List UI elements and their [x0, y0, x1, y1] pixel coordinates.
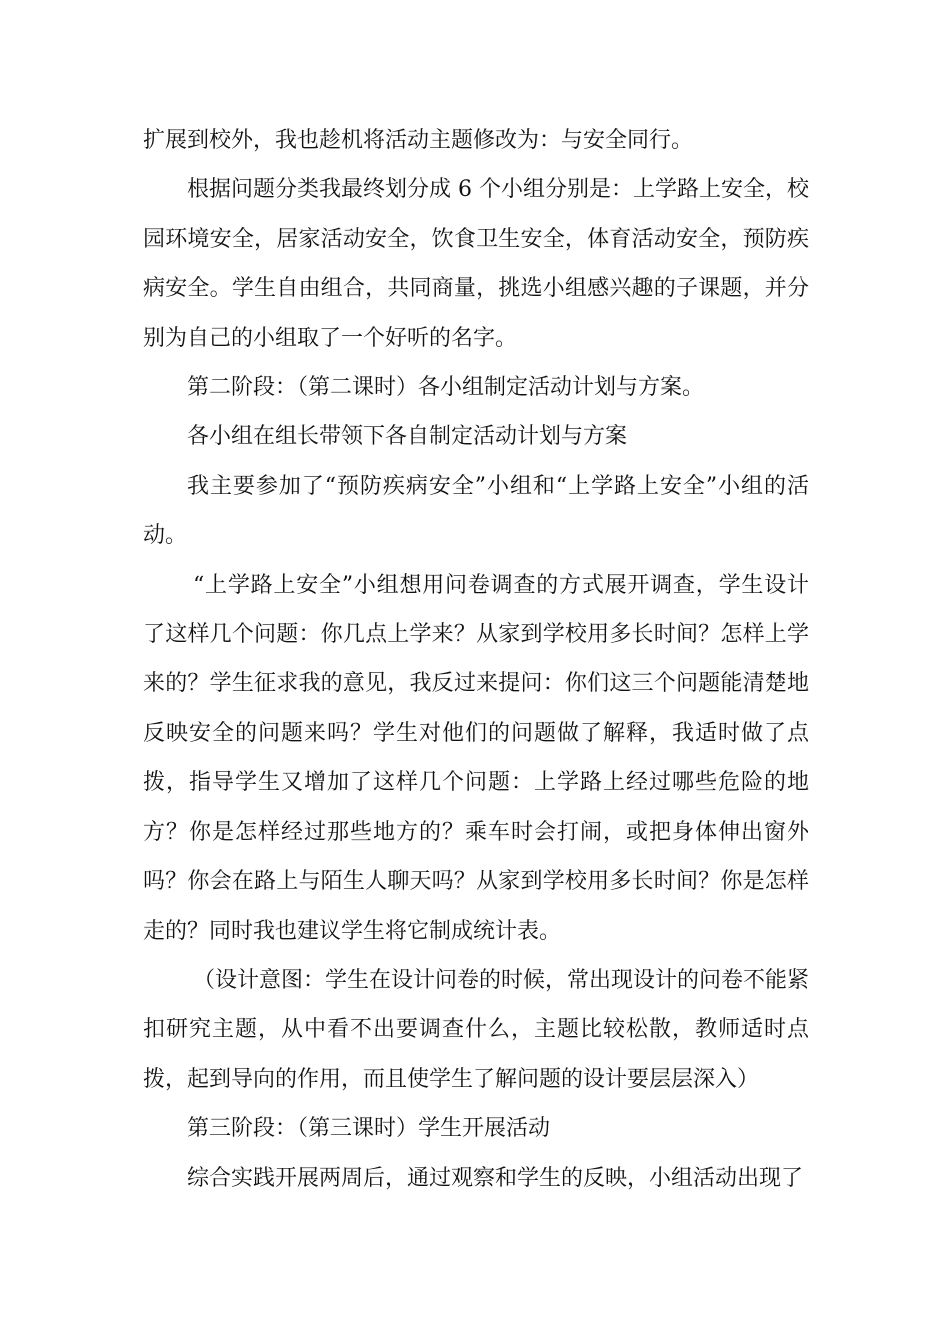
paragraph-practice-observation: 综合实践开展两周后，通过观察和学生的反映，小组活动出现了	[187, 1165, 804, 1191]
paragraph-group-planning: 各小组在组长带领下各自制定活动计划与方案	[187, 424, 628, 450]
paragraph-questionnaire: “上学路上安全”小组想用问卷调查的方式展开调查，学生设计了这样几个问题：你几点上学来？从家到学校用多长时间？怎样上学来的？学生征求我的意见，我反过来提问：你们这三个问题能清楚地反映安全的问题来吗？学生对他们的问题做了解释，我适时做了点拨，指导学生又增加了这样几个问题：上学路上经过哪些危险的地方？你是怎样经过那些地方的？乘车时会打闹，或把身体伸出窗外吗？你会在路上与陌生人聊天吗？从家到学校用多长时间？你是怎样走的？同时我也建议学生将它制成统计表。	[143, 572, 809, 944]
paragraph-participation: 我主要参加了“预防疾病安全”小组和“上学路上安全”小组的活动。	[143, 473, 809, 549]
paragraph-continuation: 扩展到校外，我也趁机将活动主题修改为：与安全同行。	[143, 128, 694, 153]
paragraph-group-division: 根据问题分类我最终划分成 6 个小组分别是：上学路上安全，校园环境安全，居家活动安全，饮食卫生安全，体育活动安全，预防疾病安全。学生自由组合，共同商量，挑选小组感兴趣的子课题，并分别为自己的小组取了一个好听的名字。	[143, 177, 809, 351]
paragraph-stage-two-heading: 第二阶段：（第二课时）各小组制定活动计划与方案。	[187, 375, 705, 401]
paragraph-design-intent: （设计意图：学生在设计问卷的时候，常出现设计的问卷不能紧扣研究主题，从中看不出要调查什么，主题比较松散，教师适时点拨，起到导向的作用，而且使学生了解问题的设计要层层深入）	[143, 967, 810, 1092]
document-body	[143, 116, 809, 1203]
paragraph-stage-three-heading: 第三阶段：（第三课时）学生开展活动	[187, 1116, 551, 1142]
